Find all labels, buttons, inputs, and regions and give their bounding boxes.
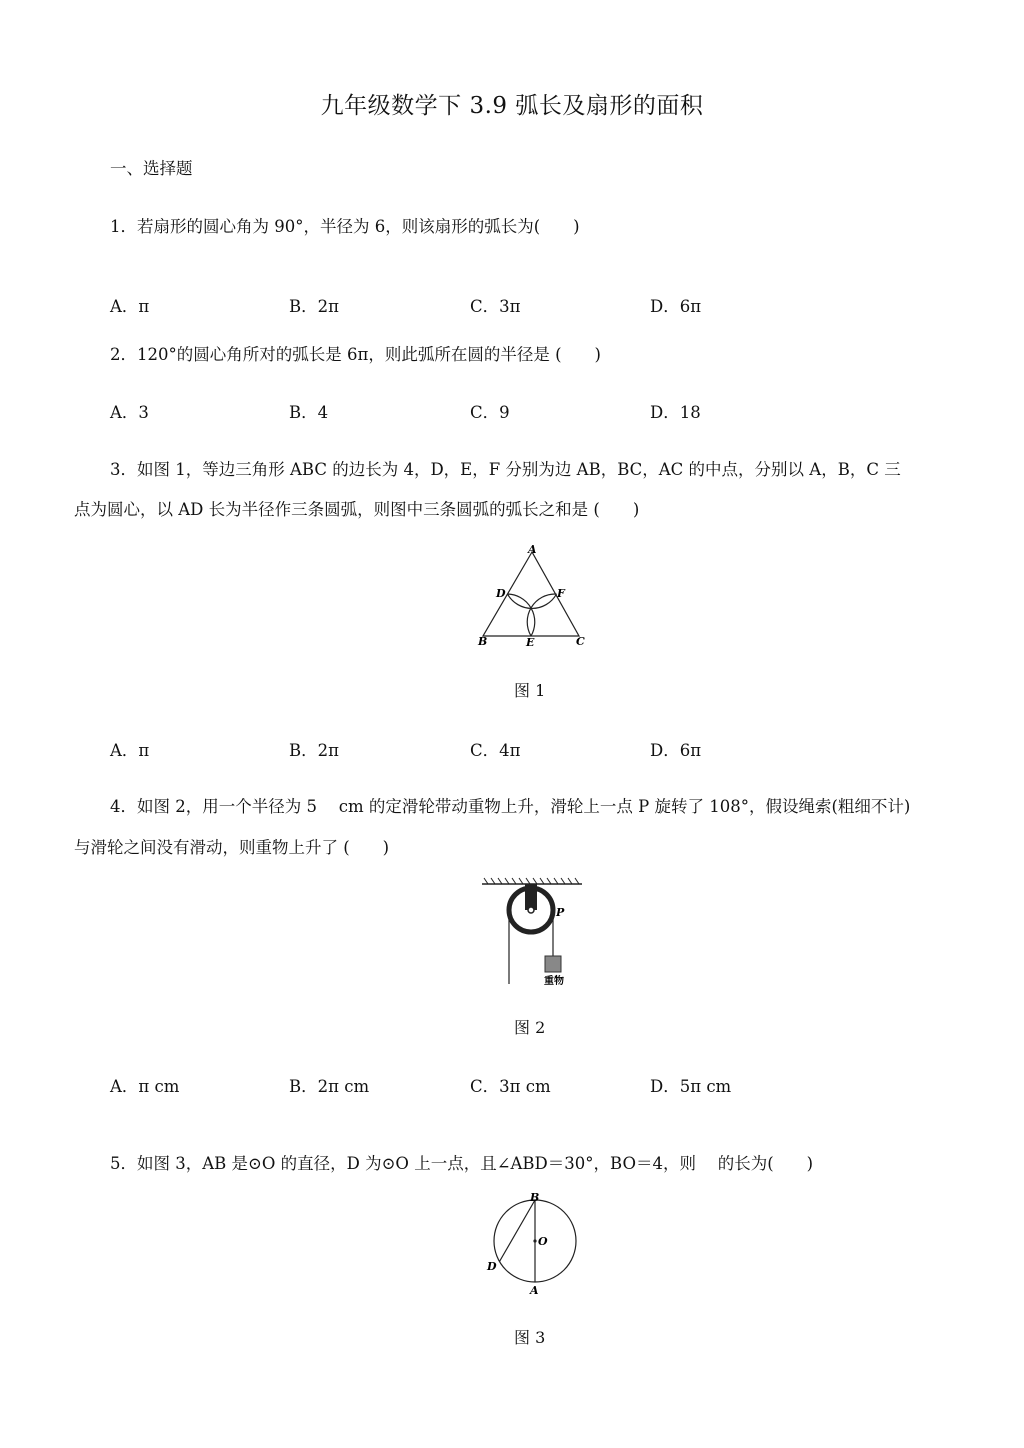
center-point — [533, 1239, 536, 1242]
figure-2-caption: 图 2 — [514, 1018, 546, 1037]
q4-option-c: C．3π cm — [470, 1077, 551, 1096]
weight-block — [545, 956, 561, 972]
q4-option-d: D．5π cm — [650, 1077, 732, 1096]
pulley-axle — [528, 907, 534, 913]
q1-option-d: D．6π — [650, 297, 702, 316]
label-d: D — [496, 587, 506, 600]
question-4-text-line1: 4．如图 2，用一个半径为 5 cm 的定滑轮带动重物上升，滑轮上一点 P 旋转了 108°，假设绳索(粗细不计) — [110, 797, 911, 816]
question-2-text: 2．120°的圆心角所对的弧长是 6π，则此弧所在圆的半径是 ( ) — [110, 345, 601, 364]
question-5-text: 5．如图 3，AB 是⊙O 的直径，D 为⊙O 上一点，且∠ABD＝30°，BO＝4，则 的长为( ) — [110, 1154, 814, 1173]
question-4-text-line2: 与滑轮之间没有滑动，则重物上升了 ( ) — [74, 838, 390, 857]
q2-option-c: C．9 — [470, 403, 510, 422]
label-o: O — [538, 1235, 548, 1248]
label-c: C — [576, 635, 585, 648]
page-title: 九年级数学下 3.9 弧长及扇形的面积 — [320, 93, 704, 119]
label-p: P — [556, 906, 565, 919]
q4-option-a: A．π cm — [110, 1077, 180, 1096]
figure-1-triangle — [470, 540, 600, 655]
label-b: B — [478, 635, 488, 648]
q3-option-a: A．π — [110, 741, 150, 760]
label-f: F — [557, 587, 565, 600]
question-3-text-line1: 3．如图 1，等边三角形 ABC 的边长为 4，D，E，F 分别为边 AB，BC，AC 的中点，分别以 A，B，C 三 — [110, 460, 901, 479]
q3-option-c: C．4π — [470, 741, 521, 760]
label-e: E — [526, 636, 535, 649]
q2-option-b: B．4 — [289, 403, 329, 422]
label-weight: 重物 — [544, 976, 564, 987]
q1-option-c: C．3π — [470, 297, 521, 316]
figure-2-pulley — [478, 876, 608, 996]
section-heading: 一、选择题 — [110, 159, 193, 178]
q4-option-b: B．2π cm — [289, 1077, 370, 1096]
label-a: A — [530, 1284, 539, 1297]
figure-3-circle — [480, 1188, 590, 1300]
label-b: B — [530, 1191, 540, 1204]
q2-option-d: D．18 — [650, 403, 701, 422]
figure-1-caption: 图 1 — [514, 681, 546, 700]
figure-3-caption: 图 3 — [514, 1328, 546, 1347]
q1-option-a: A．π — [110, 297, 150, 316]
label-a: A — [528, 543, 537, 556]
q1-option-b: B．2π — [289, 297, 339, 316]
q2-option-a: A．3 — [110, 403, 149, 422]
chord-bd — [500, 1200, 536, 1262]
question-3-text-line2: 点为圆心，以 AD 长为半径作三条圆弧，则图中三条圆弧的弧长之和是 ( ) — [74, 500, 640, 519]
ceiling-hatching — [484, 878, 579, 884]
q3-option-d: D．6π — [650, 741, 702, 760]
question-1-text: 1．若扇形的圆心角为 90°，半径为 6，则该扇形的弧长为( ) — [110, 217, 580, 236]
label-d: D — [487, 1260, 497, 1273]
q3-option-b: B．2π — [289, 741, 339, 760]
